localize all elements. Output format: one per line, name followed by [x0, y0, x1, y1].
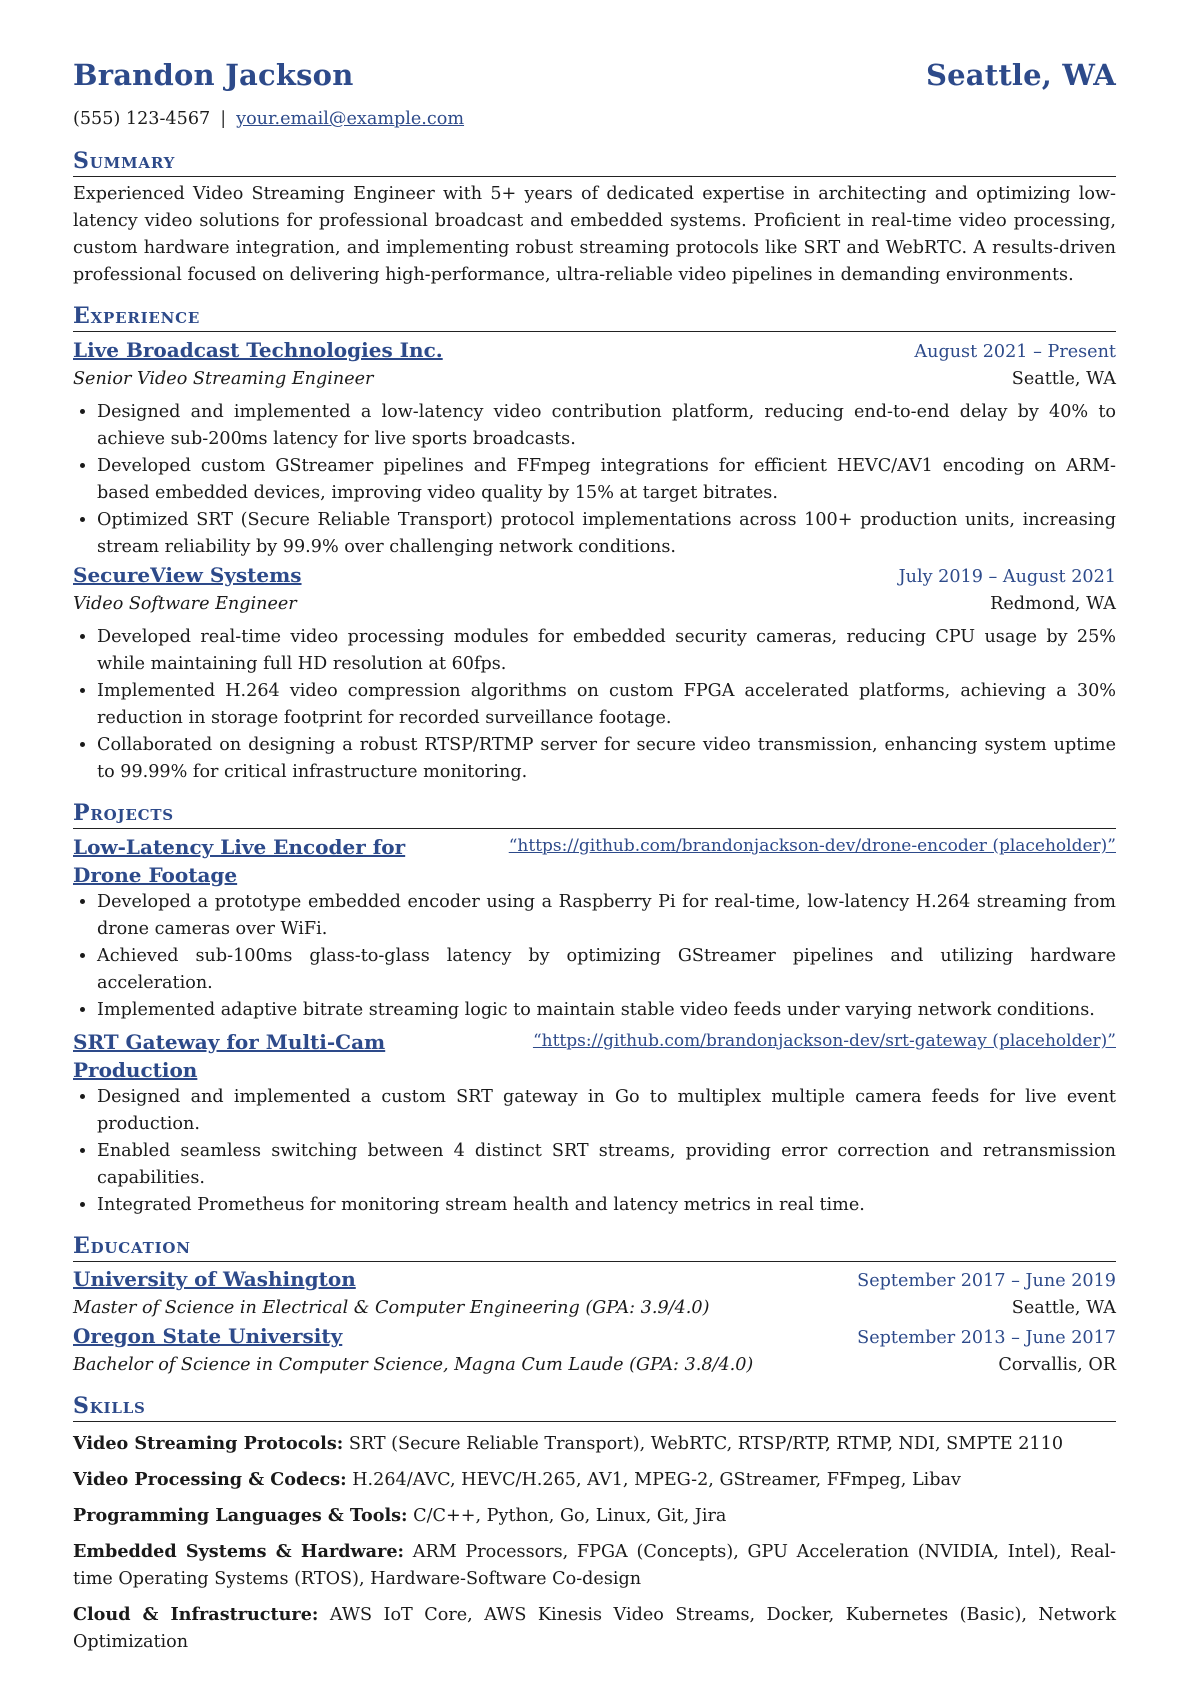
education-entry [73, 1322, 1116, 1379]
candidate-name: Brandon Jackson [73, 58, 354, 92]
job-role: Video Software Engineer [73, 594, 297, 614]
section-title-summary: Summary [73, 146, 1116, 177]
phone-number: (555) 123-4567 [73, 109, 211, 129]
skill-label: Cloud & Infrastructure: [73, 1604, 319, 1625]
job-bullets [73, 399, 1116, 561]
company-link[interactable]: Live Broadcast Technologies Inc. [73, 338, 443, 362]
skill-label: Embedded Systems & Hardware: [73, 1541, 405, 1562]
job-location: Seattle, WA [1011, 369, 1116, 389]
education-dates: September 2017 – June 2019 [857, 1271, 1116, 1291]
list-item: • Optimized SRT (Secure Reliable Transport) protocol implementations across 100+ production units, increasing stream reliability by 99.9% over challenging network conditions. [97, 507, 1116, 561]
education-entry [73, 1265, 1116, 1322]
list-item: • Designed and implemented a custom SRT gateway in Go to multiplex multiple camera feeds for live event production. [97, 1084, 1116, 1138]
summary-text: Experienced Video Streaming Engineer with 5+ years of dedicated expertise in architecting and optimizing low-latency video solutions for professional broadcast and embedded systems. Proficient in real-time video processing, custom hardware integration, and implementing robust streaming protocols like SRT and WebRTC. A results-driven professional focused on delivering high-performance, ultra-reliable video pipelines in demanding environments. [73, 184, 1116, 285]
section-title-experience: Experience [73, 301, 1116, 332]
list-item: • Developed custom GStreamer pipelines and FFmpeg integrations for efficient HEVC/AV1 encoding on ARM-based embedded devices, improving video quality by 15% at target bitrates. [97, 453, 1116, 507]
job-location: Redmond, WA [990, 594, 1116, 614]
skill-row [73, 1601, 1116, 1656]
list-item: • Enabled seamless switching between 4 distinct SRT streams, providing error correction and retransmission capabilities. [97, 1138, 1116, 1192]
project-bullets [73, 889, 1116, 1024]
list-item: • Implemented adaptive bitrate streaming logic to maintain stable video feeds under varying network conditions. [97, 997, 1116, 1024]
project-title-link[interactable]: SRT Gateway for Multi-Cam Production [73, 1030, 386, 1082]
job-role: Senior Video Streaming Engineer [73, 369, 374, 389]
skill-value: SRT (Secure Reliable Transport), WebRTC, RTSP/RTP, RTMP, NDI, SMPTE 2110 [348, 1434, 1064, 1454]
job-bullets [73, 624, 1116, 786]
project-repo-link[interactable]: “https://github.com/brandonjackson-dev/srt-gateway (placeholder)” [532, 1031, 1116, 1051]
skill-label: Video Streaming Protocols: [73, 1433, 344, 1454]
skill-value: H.264/AVC, HEVC/H.265, AV1, MPEG-2, GStreamer, FFmpeg, Libav [352, 1470, 961, 1490]
skill-row [73, 1430, 1116, 1458]
project-bullets [73, 1084, 1116, 1219]
school-link[interactable]: University of Washington [73, 1267, 356, 1291]
list-item: • Developed real-time video processing modules for embedded security cameras, reducing CPU usage by 25% while maintaining full HD resolution at 60fps. [97, 624, 1116, 678]
resume-header [73, 58, 1116, 104]
section-title-skills: Skills [73, 1391, 1116, 1422]
section-title-projects: Projects [73, 798, 1116, 829]
skill-label: Programming Languages & Tools: [73, 1505, 408, 1526]
skill-value: C/C++, Python, Go, Linux, Git, Jira [413, 1506, 727, 1526]
skill-row [73, 1466, 1116, 1494]
skill-value: AWS IoT Core, AWS Kinesis Video Streams, Docker, Kubernetes (Basic), Network Optimization [73, 1605, 1117, 1652]
list-item: • Developed a prototype embedded encoder using a Raspberry Pi for real-time, low-latency H.264 streaming from drone cameras over WiFi. [97, 889, 1116, 943]
contact-separator: | [220, 109, 227, 129]
degree-text: Bachelor of Science in Computer Science, Magna Cum Laude (GPA: 3.8/4.0) [73, 1355, 754, 1375]
experience-entry [73, 336, 1116, 561]
project-entry [73, 1028, 1116, 1219]
job-dates: August 2021 – Present [914, 342, 1116, 362]
project-entry [73, 833, 1116, 1024]
candidate-city: Seattle, WA [925, 58, 1116, 92]
skill-row [73, 1538, 1116, 1593]
contact-line [73, 106, 1116, 134]
list-item: • Integrated Prometheus for monitoring stream health and latency metrics in real time. [97, 1192, 1116, 1219]
skill-value: ARM Processors, FPGA (Concepts), GPU Acceleration (NVIDIA, Intel), Real-time Operating Systems (RTOS), Hardware-Software Co-design [73, 1542, 1117, 1589]
section-title-education: Education [73, 1231, 1116, 1262]
project-title-link[interactable]: Low-Latency Live Encoder for Drone Footage [73, 835, 406, 887]
job-dates: July 2019 – August 2021 [898, 567, 1116, 587]
education-dates: September 2013 – June 2017 [857, 1328, 1116, 1348]
skill-label: Video Processing & Codecs: [73, 1469, 347, 1490]
experience-entry [73, 561, 1116, 786]
degree-text: Master of Science in Electrical & Computer Engineering (GPA: 3.9/4.0) [73, 1298, 710, 1318]
email-link[interactable]: your.email@example.com [236, 109, 465, 129]
list-item: • Implemented H.264 video compression algorithms on custom FPGA accelerated platforms, achieving a 30% reduction in storage footprint for recorded surveillance footage. [97, 678, 1116, 732]
list-item: • Achieved sub-100ms glass-to-glass latency by optimizing GStreamer pipelines and utilizing hardware acceleration. [97, 943, 1116, 997]
education-location: Corvallis, OR [998, 1355, 1116, 1375]
list-item: • Designed and implemented a low-latency video contribution platform, reducing end-to-end delay by 40% to achieve sub-200ms latency for live sports broadcasts. [97, 399, 1116, 453]
company-link[interactable]: SecureView Systems [73, 563, 302, 587]
education-location: Seattle, WA [1011, 1298, 1116, 1318]
school-link[interactable]: Oregon State University [73, 1324, 343, 1348]
project-repo-link[interactable]: “https://github.com/brandonjackson-dev/drone-encoder (placeholder)” [508, 836, 1116, 856]
list-item: • Collaborated on designing a robust RTSP/RTMP server for secure video transmission, enhancing system uptime to 99.99% for critical infrastructure monitoring. [97, 732, 1116, 786]
skill-row [73, 1502, 1116, 1530]
